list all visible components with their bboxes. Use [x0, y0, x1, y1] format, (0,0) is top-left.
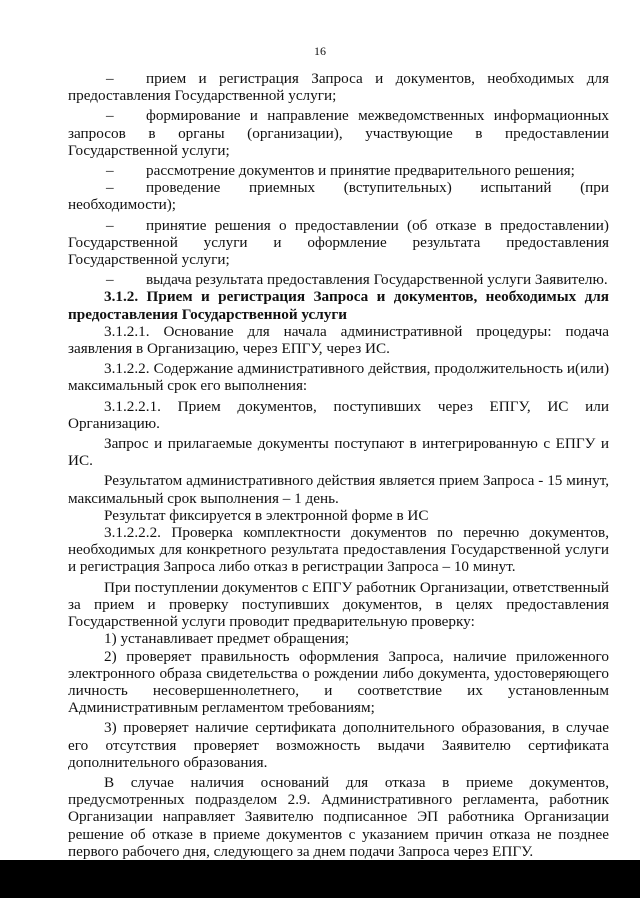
paragraph: Запрос и прилагаемые документы поступают в интегрированную с ЕПГУ и ИС.: [68, 435, 609, 470]
paragraph: 3) проверяет наличие сертификата дополнительного образования, в случае его отсутствия проверяет возможность выдачи Заявителю сертификата дополнительного образования.: [68, 719, 609, 771]
list-item: – выдача результата предоставления Государственной услуги Заявителю.: [106, 271, 608, 289]
list-item: – принятие решения о предоставлении (об отказе в предоставлении) Государственной услуги и оформление результата предоставления Государственной услуги;: [68, 216, 609, 269]
paragraph: 3.1.2.2.1. Прием документов, поступивших через ЕПГУ, ИС или Организацию.: [68, 397, 609, 432]
list-item: – рассмотрение документов и принятие предварительного решения;: [106, 162, 575, 180]
list-item: – формирование и направление межведомственных информационных запросов в органы (организации), участвующие в предоставлении Государственной услуги;: [68, 107, 609, 159]
paragraph: В случае наличия оснований для отказа в приеме документов, предусмотренных подразделом 2.9. Административного регламента, работник Организации направляет Заявителю подписанное ЭП работника Организации решение об отказе в приеме документов с указанием причин отказа не позднее первого рабочего дня, следующего за днем подачи Запроса через ЕПГУ.: [68, 773, 609, 860]
dash-marker: –: [106, 271, 114, 289]
dash-marker: –: [106, 107, 114, 125]
paragraph: 2) проверяет правильность оформления Запроса, наличие приложенного электронного образа свидетельства о рождении либо документа, удостоверяющего личность несовершеннолетнего, и соответствие их установленным Административным регламентом требованиям;: [68, 647, 609, 717]
paragraph: Результатом административного действия является прием Запроса - 15 минут, максимальный срок выполнения – 1 день.: [68, 472, 609, 507]
document-body: [68, 70, 609, 860]
page-number: 16: [314, 44, 326, 58]
list-item: – проведение приемных (вступительных) испытаний (при необходимости);: [68, 179, 609, 214]
paragraph: 3.1.2.2.2. Проверка комплектности документов по перечню документов, необходимых для конкретного результата предоставления Государственной услуги и регистрация Запроса либо отказ в регистрации Запроса – 10 минут.: [68, 524, 609, 576]
paragraph: Результат фиксируется в электронной форме в ИС: [104, 506, 429, 524]
list-item: – прием и регистрация Запроса и документов, необходимых для предоставления Государственной услуги;: [68, 70, 609, 105]
scan-border: [0, 860, 640, 898]
dash-marker: –: [106, 70, 114, 87]
paragraph: 1) устанавливает предмет обращения;: [104, 630, 350, 648]
dash-marker: –: [106, 162, 114, 180]
section-heading: 3.1.2. Прием и регистрация Запроса и документов, необходимых для предоставления Государственной услуги: [68, 288, 609, 323]
paragraph: При поступлении документов с ЕПГУ работник Организации, ответственный за прием и проверку поступивших документов, в целях предоставления Государственной услуги проводит предварительную проверку:: [68, 578, 609, 631]
paragraph: 3.1.2.2. Содержание административного действия, продолжительность и(или) максимальный срок его выполнения:: [68, 360, 609, 395]
dash-marker: –: [106, 216, 114, 234]
dash-marker: –: [106, 179, 114, 197]
paragraph: 3.1.2.1. Основание для начала административной процедуры: подача заявления в Организацию, через ЕПГУ, через ИС.: [68, 322, 609, 358]
